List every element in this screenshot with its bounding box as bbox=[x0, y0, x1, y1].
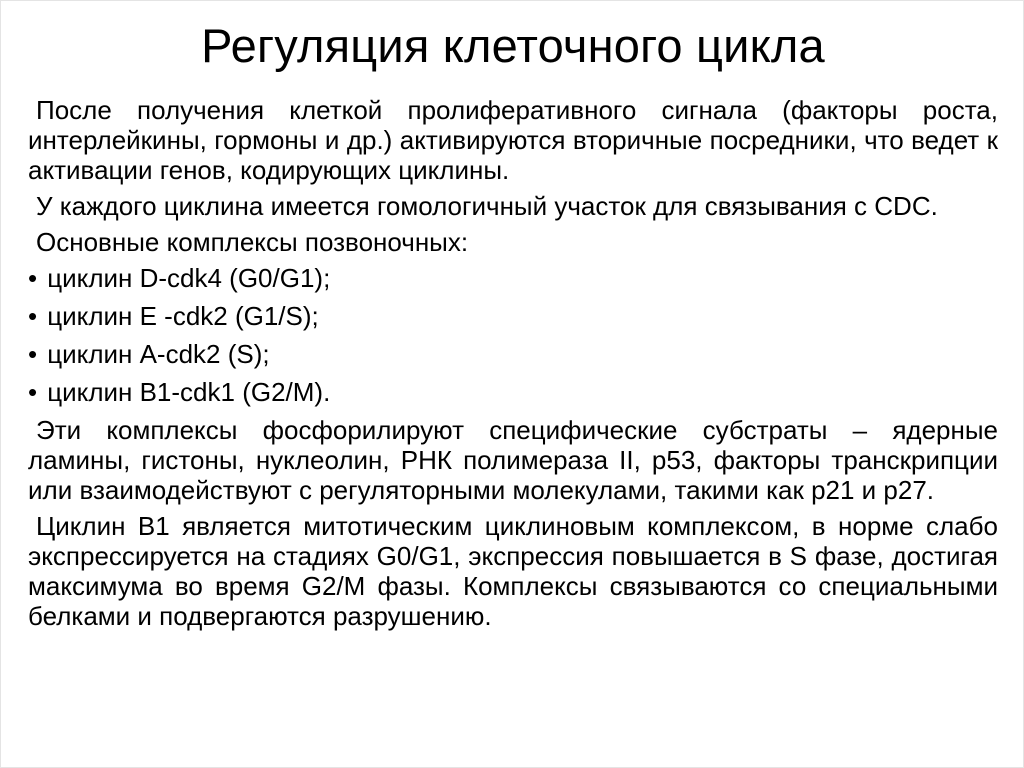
list-item bbox=[28, 301, 998, 332]
list-item-text: циклин B1-cdk1 (G2/M). bbox=[47, 377, 331, 407]
slide-title: Регуляция клеточного цикла bbox=[201, 19, 825, 72]
paragraph-homology: У каждого циклина имеется гомологичный участок для связывания с CDC. bbox=[36, 191, 938, 221]
complexes-list bbox=[28, 263, 998, 408]
paragraph-signal: После получения клеткой пролиферативного сигнала (факторы роста, интерлейкины, гормоны и др.) активируются вторичные посредники, что ведет к активации генов, кодирующих циклины. bbox=[28, 95, 998, 185]
list-item bbox=[28, 339, 998, 370]
bullet-icon: • bbox=[28, 377, 38, 407]
bullet-icon: • bbox=[28, 339, 38, 369]
list-item-text: циклин D-cdk4 (G0/G1); bbox=[47, 263, 331, 293]
paragraph-cyclin-b1: Циклин B1 является митотическим циклиновым комплексом, в норме слабо экспрессируется на стадиях G0/G1, экспрессия повышается в S фазе, достигая максимума во время G2/M фазы. Комплексы связываются со специальными белками и подвергаются разрушению. bbox=[28, 511, 998, 631]
paragraph-phosphorylation: Эти комплексы фосфорилируют специфические субстраты – ядерные ламины, гистоны, нуклеолин, РНК полимераза II, p53, факторы транскрипции или взаимодействуют с регуляторными молекулами, такими как p21 и p27. bbox=[28, 415, 998, 505]
paragraph-complexes-heading: Основные комплексы позвоночных: bbox=[36, 227, 469, 257]
slide-body bbox=[28, 95, 998, 637]
list-item-text: циклин A-cdk2 (S); bbox=[47, 339, 270, 369]
list-item bbox=[28, 263, 998, 294]
bullet-icon: • bbox=[28, 263, 38, 293]
list-item-text: циклин E -cdk2 (G1/S); bbox=[47, 301, 319, 331]
bullet-icon: • bbox=[28, 301, 38, 331]
list-item bbox=[28, 377, 998, 408]
